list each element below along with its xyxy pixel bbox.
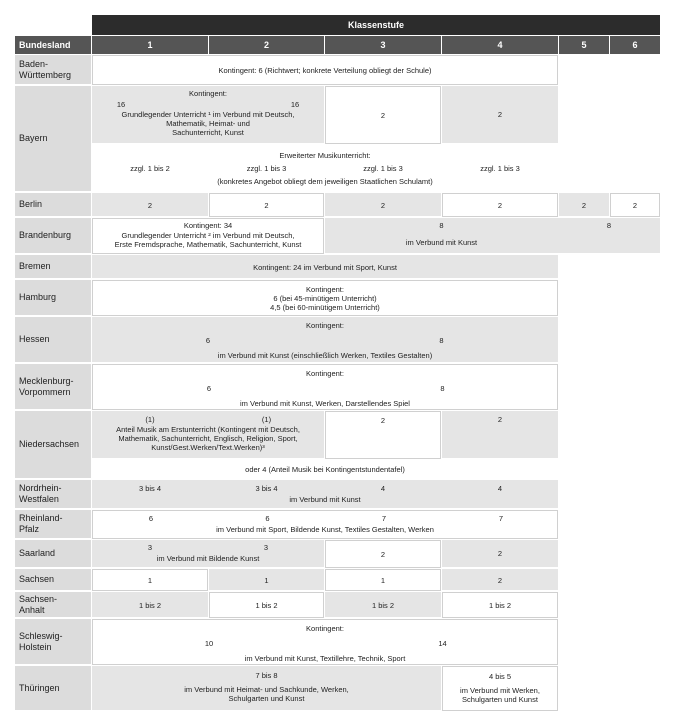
sl-g3: 2 bbox=[380, 550, 386, 559]
hh-text: Kontingent: 6 (bei 45-minütigem Unterricht) 4,5 (bei 60-minütigem Unterricht) bbox=[270, 285, 380, 312]
row-label-sn: Sachsen bbox=[15, 569, 91, 591]
sh-b: 14 bbox=[438, 639, 447, 648]
rp-g2: 6 bbox=[265, 514, 270, 523]
by-erweitert: Erweiterter Musikunterricht: bbox=[279, 151, 371, 160]
sl-g4-cell bbox=[442, 540, 558, 568]
row-label-ni: Niedersachsen bbox=[15, 411, 91, 479]
sh-cell bbox=[92, 619, 558, 665]
by-grundlegender-cell bbox=[92, 86, 324, 144]
by-z3: zzgl. 1 bis 3 bbox=[363, 164, 403, 173]
rp-g1: 6 bbox=[148, 514, 154, 523]
ni-oder-cell bbox=[92, 460, 558, 479]
bb-grundlegender-cell bbox=[92, 218, 324, 254]
st-g2 bbox=[209, 592, 324, 618]
nw-g3: 4 bbox=[380, 484, 386, 493]
be-v2: 2 bbox=[264, 201, 269, 210]
be-v5: 2 bbox=[581, 201, 587, 210]
th-a-verbund: im Verbund mit Heimat- und Sachkunde, Werken, Schulgarten und Kunst bbox=[184, 685, 349, 703]
rp-cell bbox=[92, 510, 558, 539]
th-b: 4 bis 5 bbox=[488, 672, 512, 681]
th-b-verbund: im Verbund mit Werken, Schulgarten und Kunst bbox=[460, 686, 540, 704]
mv-a: 6 bbox=[206, 384, 212, 393]
by-kontingent: Kontingent: bbox=[189, 89, 227, 98]
sn-v1: 1 bbox=[147, 576, 153, 585]
sn-g1 bbox=[92, 569, 208, 591]
row-label-nw: Nordrhein- Westfalen bbox=[15, 480, 91, 509]
ni-g4: 2 bbox=[497, 415, 503, 424]
row-label-he: Hessen bbox=[15, 317, 91, 363]
sl-verbund: im Verbund mit Bildende Kunst bbox=[156, 554, 260, 563]
header-grade-4: 4 bbox=[442, 36, 558, 54]
be-g6 bbox=[610, 193, 660, 217]
header-klassenstufe: Klassenstufe bbox=[92, 15, 660, 35]
rp-g3: 7 bbox=[381, 514, 387, 523]
by-z2: zzgl. 1 bis 3 bbox=[246, 164, 287, 173]
sl-g2: 3 bbox=[263, 543, 269, 552]
be-g5 bbox=[559, 193, 609, 217]
bb-verbund-cell bbox=[325, 218, 660, 254]
be-v6: 2 bbox=[632, 201, 638, 210]
ni-g3-cell bbox=[325, 411, 441, 459]
row-label-rp: Rheinland- Pfalz bbox=[15, 510, 91, 539]
ni-c1: (1) bbox=[145, 415, 155, 424]
ni-anteil-cell bbox=[92, 411, 324, 459]
bb-verbund: im Verbund mit Kunst bbox=[405, 238, 478, 247]
ni-g4-cell bbox=[442, 411, 558, 459]
bw-text: Kontingent: 6 (Richtwert; konkrete Verteilung obliegt der Schule) bbox=[218, 66, 432, 75]
he-cell bbox=[92, 317, 558, 363]
mv-b: 8 bbox=[440, 384, 445, 393]
mv-cell bbox=[92, 364, 558, 410]
row-label-bb: Brandenburg bbox=[15, 218, 91, 254]
ni-c2: (1) bbox=[261, 415, 272, 424]
be-g4 bbox=[442, 193, 558, 217]
sl-g3-cell bbox=[325, 540, 441, 568]
by-g4-cell bbox=[442, 86, 558, 144]
by-note: (konkretes Angebot obliegt dem jeweiligen Staatlichen Schulamt) bbox=[217, 177, 433, 186]
sh-kontingent: Kontingent: bbox=[306, 624, 344, 633]
he-kontingent: Kontingent: bbox=[306, 321, 344, 330]
st-v1: 1 bis 2 bbox=[138, 601, 162, 610]
bb-kontingent: Kontingent: 34 bbox=[183, 221, 233, 230]
row-label-be: Berlin bbox=[15, 193, 91, 217]
nw-g4: 4 bbox=[497, 484, 503, 493]
row-label-bw: Baden- Württemberg bbox=[15, 55, 91, 85]
th-a-cell bbox=[92, 666, 441, 711]
row-label-th: Thüringen bbox=[15, 666, 91, 711]
th-a: 7 bis 8 bbox=[255, 671, 278, 680]
nw-g2: 3 bis 4 bbox=[255, 484, 278, 493]
header-grade-6: 6 bbox=[610, 36, 660, 54]
bw-kontingent bbox=[92, 55, 558, 85]
row-label-hh: Hamburg bbox=[15, 280, 91, 316]
st-g1 bbox=[92, 592, 208, 618]
be-g1 bbox=[92, 193, 208, 217]
row-label-hb: Bremen bbox=[15, 255, 91, 279]
by-g1: 16 bbox=[116, 100, 126, 109]
by-z1: zzgl. 1 bis 2 bbox=[130, 164, 170, 173]
mv-kontingent: Kontingent: bbox=[306, 369, 344, 378]
row-label-sl: Saarland bbox=[15, 540, 91, 568]
nw-verbund: im Verbund mit Kunst bbox=[289, 495, 361, 504]
hb-text: Kontingent: 24 im Verbund mit Sport, Kunst bbox=[253, 263, 397, 272]
he-verbund: im Verbund mit Kunst (einschließlich Werken, Textiles Gestalten) bbox=[217, 351, 433, 360]
st-v3: 1 bis 2 bbox=[371, 601, 395, 610]
st-g4 bbox=[442, 592, 558, 618]
row-label-st: Sachsen- Anhalt bbox=[15, 592, 91, 618]
hb-cell bbox=[92, 255, 558, 279]
sn-v2: 1 bbox=[264, 576, 269, 585]
row-label-by: Bayern bbox=[15, 86, 91, 192]
nw-g1: 3 bis 4 bbox=[138, 484, 162, 493]
st-g3 bbox=[325, 592, 441, 618]
header-grade-3: 3 bbox=[325, 36, 441, 54]
by-g4: 2 bbox=[497, 110, 503, 119]
sn-g4 bbox=[442, 569, 558, 591]
row-label-mv: Mecklenburg- Vorpommern bbox=[15, 364, 91, 410]
header-grade-5: 5 bbox=[559, 36, 609, 54]
mv-verbund: im Verbund mit Kunst, Werken, Darstellendes Spiel bbox=[240, 399, 410, 408]
by-g2: 16 bbox=[290, 100, 300, 109]
bb-grund: Grundlegender Unterricht ² im Verbund mit Deutsch, Erste Fremdsprache, Mathematik, Sachunterricht, Kunst bbox=[114, 231, 302, 249]
by-grund: Grundlegender Unterricht ¹ im Verbund mit Deutsch, Mathematik, Heimat- und Sachunterricht, Kunst bbox=[121, 110, 295, 137]
nw-cell bbox=[92, 480, 558, 509]
bb-v34: 8 bbox=[439, 221, 444, 230]
sn-v3: 1 bbox=[380, 576, 386, 585]
sl-verbund-cell bbox=[92, 540, 324, 568]
th-b-cell bbox=[442, 666, 558, 711]
header-grade-1: 1 bbox=[92, 36, 208, 54]
hh-cell bbox=[92, 280, 558, 316]
ni-g3: 2 bbox=[380, 416, 386, 425]
rp-g4: 7 bbox=[498, 514, 504, 523]
by-erweitert-cell bbox=[92, 145, 558, 192]
ni-oder: oder 4 (Anteil Musik bei Kontingentstundentafel) bbox=[245, 465, 405, 474]
ni-anteil: Anteil Musik am Erstunterricht (Kontingent mit Deutsch, Mathematik, Sachunterricht, Englisch, Religion, Sport, Kunst/Gest.Werken/Text.Werken)³ bbox=[116, 425, 300, 452]
rp-verbund: im Verbund mit Sport, Bildende Kunst, Textiles Gestalten, Werken bbox=[216, 525, 434, 534]
sl-g1: 3 bbox=[147, 543, 153, 552]
by-g3-cell bbox=[325, 86, 441, 144]
sh-a: 10 bbox=[204, 639, 214, 648]
sh-verbund: im Verbund mit Kunst, Textillehre, Technik, Sport bbox=[244, 654, 406, 663]
be-g3 bbox=[325, 193, 441, 217]
sl-g4: 2 bbox=[497, 549, 503, 558]
header-bundesland: Bundesland bbox=[15, 36, 91, 54]
be-v1: 2 bbox=[147, 201, 153, 210]
by-g3: 2 bbox=[380, 111, 386, 120]
sn-v4: 2 bbox=[497, 576, 503, 585]
be-g2 bbox=[209, 193, 324, 217]
st-v4: 1 bis 2 bbox=[488, 601, 512, 610]
bb-v56: 8 bbox=[606, 221, 612, 230]
row-label-sh: Schleswig- Holstein bbox=[15, 619, 91, 665]
sn-g2 bbox=[209, 569, 324, 591]
he-a: 6 bbox=[205, 336, 211, 345]
be-v3: 2 bbox=[380, 201, 386, 210]
sn-g3 bbox=[325, 569, 441, 591]
he-b: 8 bbox=[439, 336, 444, 345]
by-z4: zzgl. 1 bis 3 bbox=[480, 164, 520, 173]
header-grade-2: 2 bbox=[209, 36, 324, 54]
st-v2: 1 bis 2 bbox=[255, 601, 278, 610]
be-v4: 2 bbox=[497, 201, 503, 210]
